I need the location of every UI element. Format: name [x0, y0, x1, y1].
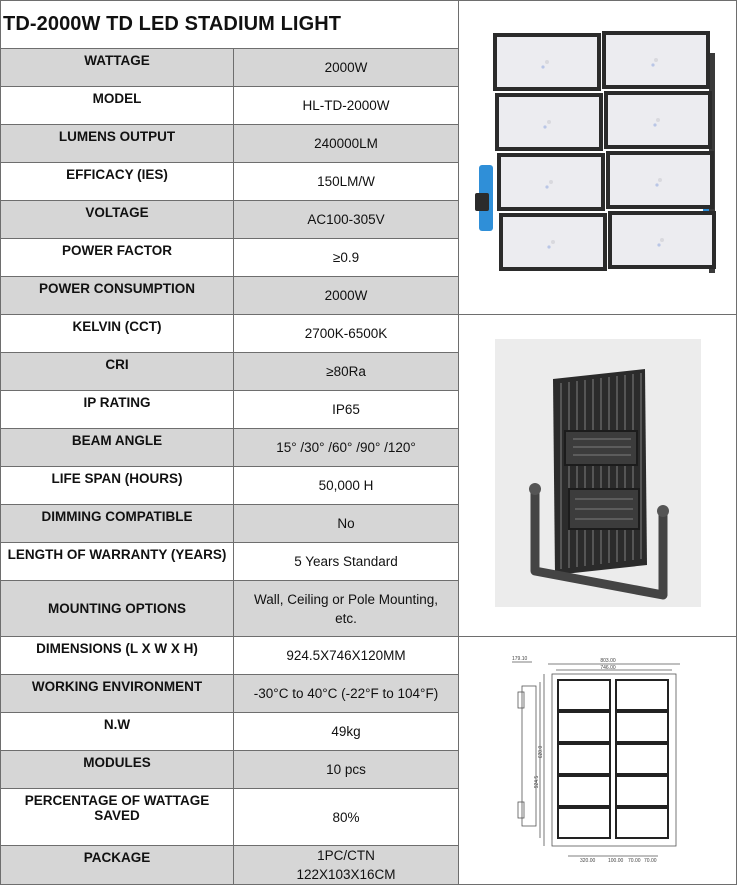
title-row — [1, 1, 737, 49]
spec-value: 15° /30° /60° /90° /120° — [234, 429, 459, 467]
spec-value: HL-TD-2000W — [234, 87, 459, 125]
spec-value: AC100-305V — [234, 201, 459, 239]
spec-value: 5 Years Standard — [234, 543, 459, 581]
dim-label: 620.0 — [537, 745, 544, 759]
spec-label: LUMENS OUTPUT — [1, 125, 234, 163]
dim-label: 100.00 — [607, 858, 623, 864]
spec-label — [1, 789, 234, 846]
spec-label: POWER FACTOR — [1, 239, 234, 277]
spec-value-line: Wall, Ceiling or Pole Mounting, — [253, 591, 439, 607]
spec-label-line: PERCENTAGE OF WATTAGE — [24, 793, 210, 808]
spec-value-line: etc. — [335, 610, 357, 626]
dim-label: 70.00 — [643, 858, 657, 864]
spec-value: ≥0.9 — [234, 239, 459, 277]
front-photo-cell — [459, 1, 737, 315]
spec-label: WORKING ENVIRONMENT — [1, 675, 234, 713]
spec-value — [234, 846, 459, 885]
spec-label: DIMENSIONS (L X W X H) — [1, 637, 234, 675]
spec-label: MODEL — [1, 87, 234, 125]
stadium-light-back-photo — [495, 339, 701, 607]
spec-label-line: SAVED — [94, 808, 140, 823]
spec-value-line: 122X103X16CM — [296, 867, 396, 882]
spec-value: 2000W — [234, 277, 459, 315]
spec-value: 50,000 H — [234, 467, 459, 505]
back-photo-cell — [459, 315, 737, 637]
drawing-cell — [459, 637, 737, 885]
spec-label: DIMMING COMPATIBLE — [1, 505, 234, 543]
spec-row — [1, 637, 737, 675]
spec-label: LENGTH OF WARRANTY (YEARS) — [1, 543, 234, 581]
sheet-title: TD-2000W TD LED STADIUM LIGHT — [1, 1, 459, 49]
spec-value: 240000LM — [234, 125, 459, 163]
spec-label: PACKAGE — [1, 846, 234, 885]
dim-label: 924.5 — [533, 775, 540, 789]
spec-label: POWER CONSUMPTION — [1, 277, 234, 315]
spec-value: IP65 — [234, 391, 459, 429]
dim-label: 179.10 — [511, 656, 527, 662]
spec-row — [1, 315, 737, 353]
spec-label: MOUNTING OPTIONS — [1, 581, 234, 637]
spec-value: -30°C to 40°C (-22°F to 104°F) — [234, 675, 459, 713]
spec-value: 10 pcs — [234, 751, 459, 789]
spec-value: No — [234, 505, 459, 543]
dim-label: 70.00 — [627, 858, 641, 864]
spec-value: 80% — [234, 789, 459, 846]
spec-label: VOLTAGE — [1, 201, 234, 239]
dim-label: 746.00 — [599, 665, 616, 671]
spec-value: 2700K-6500K — [234, 315, 459, 353]
spec-label: KELVIN (CCT) — [1, 315, 234, 353]
dimension-drawing — [508, 652, 688, 864]
spec-value: 49kg — [234, 713, 459, 751]
spec-label: BEAM ANGLE — [1, 429, 234, 467]
spec-label: EFFICACY (IES) — [1, 163, 234, 201]
dim-label: 320.00 — [579, 858, 595, 864]
spec-label: N.W — [1, 713, 234, 751]
spec-label: LIFE SPAN (HOURS) — [1, 467, 234, 505]
spec-value: 2000W — [234, 49, 459, 87]
spec-value — [234, 581, 459, 637]
spec-label: IP RATING — [1, 391, 234, 429]
spec-label: MODULES — [1, 751, 234, 789]
spec-value: 924.5X746X120MM — [234, 637, 459, 675]
spec-label: WATTAGE — [1, 49, 234, 87]
spec-value: 150LM/W — [234, 163, 459, 201]
spec-value: ≥80Ra — [234, 353, 459, 391]
stadium-light-front-photo — [473, 25, 723, 285]
spec-value-line: 1PC/CTN — [317, 848, 375, 863]
spec-label: CRI — [1, 353, 234, 391]
dim-label: 803.00 — [599, 658, 616, 664]
